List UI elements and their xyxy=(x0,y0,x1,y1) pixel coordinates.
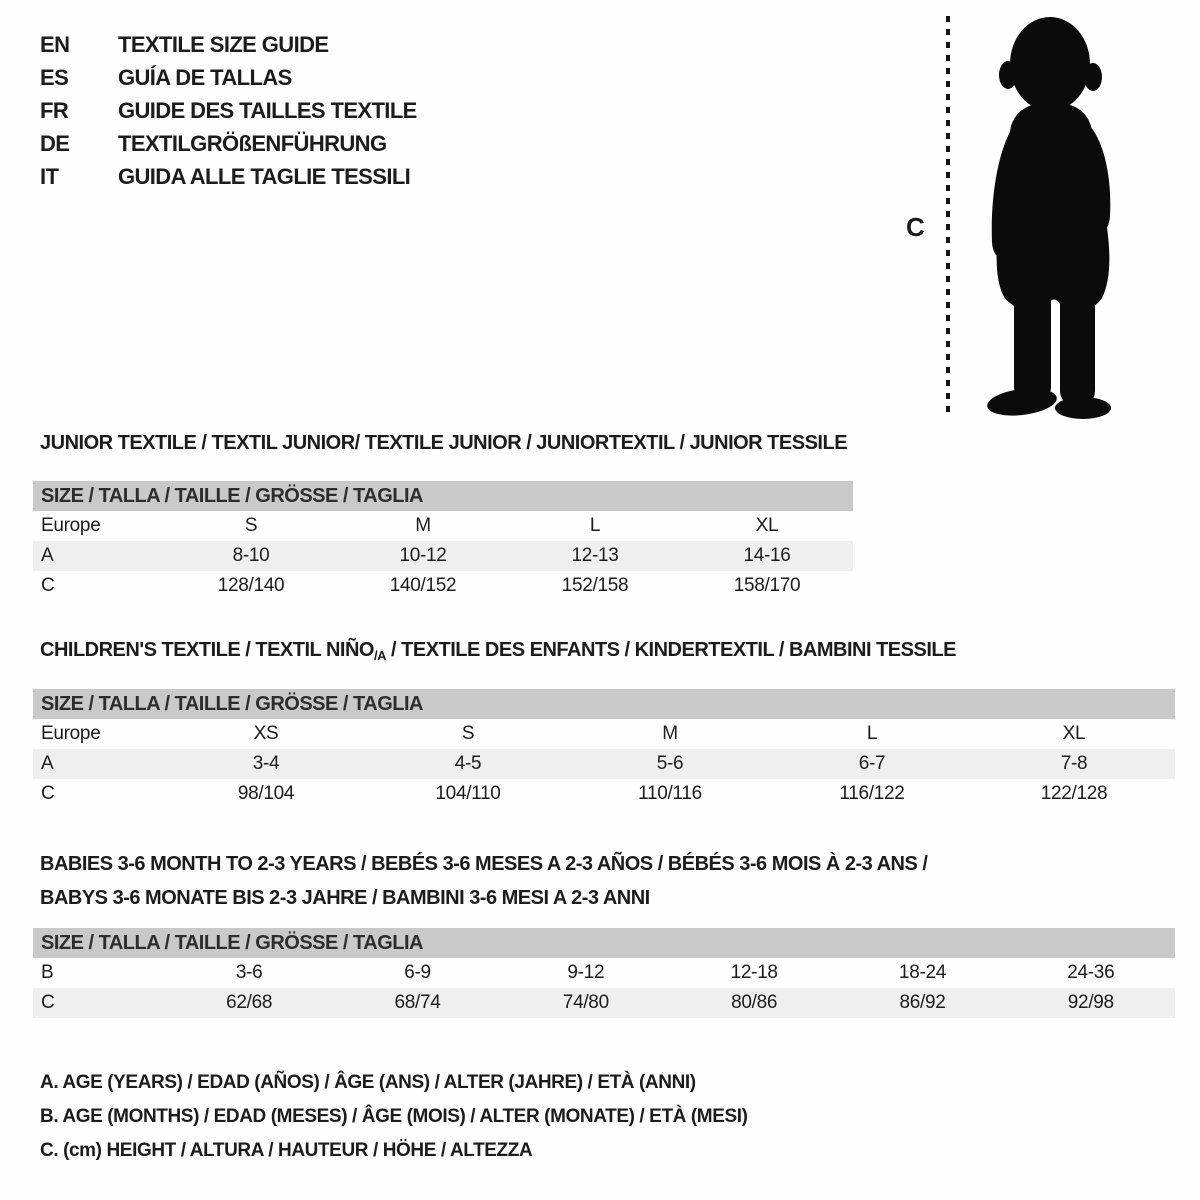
language-row-de xyxy=(40,127,417,160)
size-value: XS xyxy=(253,723,279,744)
height-value: 140/152 xyxy=(389,575,457,596)
babies-size-table xyxy=(33,928,1175,1018)
size-value: L xyxy=(866,723,878,744)
height-value: 110/116 xyxy=(638,783,702,804)
children-title-post: / TEXTILE DES ENFANTS / KINDERTEXTIL / BAMBINI TESSILE xyxy=(385,639,956,661)
row-label: Europe xyxy=(41,515,101,536)
babies-section-title-line1: BABIES 3-6 MONTH TO 2-3 YEARS / BEBÉS 3-6 MESES A 2-3 AÑOS / BÉBÉS 3-6 MOIS À 2-3 ANS / xyxy=(40,853,928,875)
table-row-months xyxy=(33,958,1175,988)
age-value: 3-4 xyxy=(252,753,280,774)
children-size-table xyxy=(33,689,1175,809)
table-row-height xyxy=(33,779,1175,809)
language-title: GUIDE DES TAILLES TEXTILE xyxy=(118,97,417,123)
language-code: ES xyxy=(40,64,69,90)
row-label: C xyxy=(41,783,55,804)
language-code: IT xyxy=(40,163,59,189)
months-value: 9-12 xyxy=(567,962,605,983)
height-value: 86/92 xyxy=(899,992,946,1013)
age-value: 7-8 xyxy=(1060,753,1088,774)
size-value: M xyxy=(415,515,431,536)
legend-age-years: A. AGE (YEARS) / EDAD (AÑOS) / ÂGE (ANS) / ALTER (JAHRE) / ETÀ (ANNI) xyxy=(40,1072,696,1093)
row-label: C xyxy=(41,992,55,1013)
age-value: 6-7 xyxy=(858,753,886,774)
size-value: L xyxy=(589,515,601,536)
language-title-block xyxy=(40,28,417,193)
height-value: 122/128 xyxy=(1040,783,1108,804)
height-value: 98/104 xyxy=(237,783,295,804)
height-value: 74/80 xyxy=(562,992,609,1013)
language-row-es xyxy=(40,61,417,94)
language-code: DE xyxy=(40,130,70,156)
table-row-europe xyxy=(33,511,853,541)
language-code: EN xyxy=(40,31,70,57)
height-value: 104/110 xyxy=(435,783,501,804)
table-row-height xyxy=(33,988,1175,1018)
table-row-age xyxy=(33,749,1175,779)
language-title: TEXTILE SIZE GUIDE xyxy=(118,31,329,57)
age-value: 14-16 xyxy=(743,545,791,566)
language-title: TEXTILGRÖßENFÜHRUNG xyxy=(118,130,387,156)
age-value: 5-6 xyxy=(656,753,684,774)
language-row-en xyxy=(40,28,417,61)
legend-height-cm: C. (cm) HEIGHT / ALTURA / HAUTEUR / HÖHE / ALTEZZA xyxy=(40,1140,533,1161)
height-value: 80/86 xyxy=(731,992,778,1013)
junior-section-title: JUNIOR TEXTILE / TEXTIL JUNIOR/ TEXTILE JUNIOR / JUNIORTEXTIL / JUNIOR TESSILE xyxy=(40,432,848,454)
row-label: B xyxy=(41,962,54,983)
table-header-size: SIZE / TALLA / TAILLE / GRÖSSE / TAGLIA xyxy=(33,481,853,511)
legend-age-months: B. AGE (MONTHS) / EDAD (MESES) / ÂGE (MOIS) / ALTER (MONATE) / ETÀ (MESI) xyxy=(40,1106,748,1127)
size-value: M xyxy=(662,723,678,744)
months-value: 3-6 xyxy=(235,962,263,983)
toddler-silhouette-icon xyxy=(962,12,1137,422)
age-value: 8-10 xyxy=(232,545,270,566)
age-value: 10-12 xyxy=(399,545,447,566)
height-value: 116/122 xyxy=(839,783,905,804)
height-value: 158/170 xyxy=(733,575,801,596)
height-value: 92/98 xyxy=(1067,992,1114,1013)
table-header-size: SIZE / TALLA / TAILLE / GRÖSSE / TAGLIA xyxy=(33,689,1175,719)
table-header-size: SIZE / TALLA / TAILLE / GRÖSSE / TAGLIA xyxy=(33,928,1175,958)
height-value: 68/74 xyxy=(394,992,441,1013)
table-row-age xyxy=(33,541,853,571)
months-value: 12-18 xyxy=(730,962,778,983)
children-title-subscript: /A xyxy=(373,648,386,663)
language-code: FR xyxy=(40,97,69,123)
row-label: Europe xyxy=(41,723,101,744)
height-measure-dashed-line xyxy=(946,16,950,418)
language-title: GUÍA DE TALLAS xyxy=(118,64,292,90)
children-section-title xyxy=(40,639,956,663)
height-value: 62/68 xyxy=(226,992,273,1013)
junior-size-table xyxy=(33,481,853,601)
height-value: 152/158 xyxy=(561,575,629,596)
months-value: 6-9 xyxy=(404,962,431,983)
language-row-fr xyxy=(40,94,417,127)
months-value: 18-24 xyxy=(898,962,947,983)
height-value: 128/140 xyxy=(217,575,285,596)
size-value: XL xyxy=(755,515,779,536)
table-row-europe xyxy=(33,719,1175,749)
size-value: S xyxy=(244,515,258,536)
height-measure-label: C xyxy=(906,212,925,242)
row-label: A xyxy=(41,753,54,774)
language-row-it xyxy=(40,160,417,193)
age-value: 4-5 xyxy=(454,753,482,774)
row-label: C xyxy=(41,575,55,596)
size-value: XL xyxy=(1062,723,1086,744)
months-value: 24-36 xyxy=(1067,962,1115,983)
table-row-height xyxy=(33,571,853,601)
row-label: A xyxy=(41,545,54,566)
babies-section-title-line2: BABYS 3-6 MONATE BIS 2-3 JAHRE / BAMBINI 3-6 MESI A 2-3 ANNI xyxy=(40,887,650,909)
size-value: S xyxy=(461,723,475,744)
age-value: 12-13 xyxy=(571,545,619,566)
language-title: GUIDA ALLE TAGLIE TESSILI xyxy=(118,163,411,189)
children-title-pre: CHILDREN'S TEXTILE / TEXTIL NIÑO xyxy=(40,639,374,661)
